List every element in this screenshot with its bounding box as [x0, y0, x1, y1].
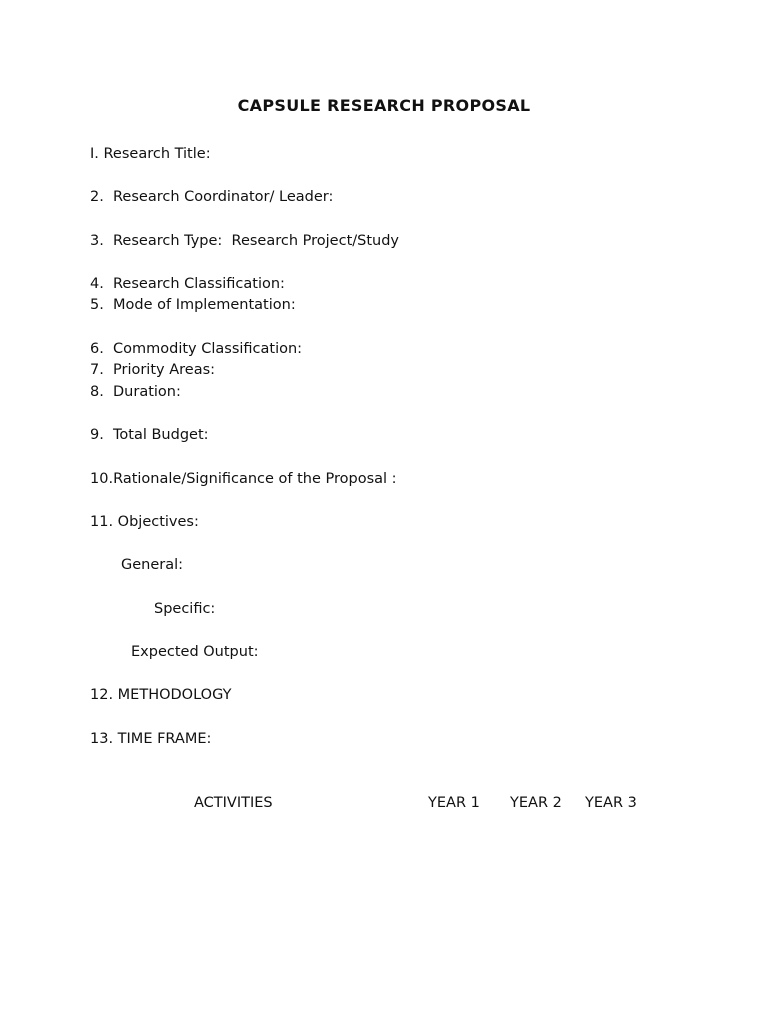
item-number: 7. — [90, 362, 104, 378]
item-number: 2. — [90, 189, 104, 205]
item-number: 5. — [90, 297, 104, 313]
item-label: METHODOLOGY — [117, 687, 232, 703]
item-number: I. — [90, 146, 99, 162]
item-label: Objectives: — [117, 514, 199, 530]
item-number: 3. — [90, 233, 104, 249]
item-research-title — [90, 146, 211, 162]
item-label: Total Budget: — [113, 427, 209, 443]
item-label: Duration: — [113, 384, 181, 400]
document-title: CAPSULE RESEARCH PROPOSAL — [237, 96, 531, 115]
item-priority-areas — [90, 362, 215, 378]
item-number: 13. — [90, 731, 114, 747]
time-frame-header-activities: ACTIVITIES — [194, 795, 273, 811]
item-label: Research Type: Research Project/Study — [113, 233, 400, 249]
item-label: Research Classification: — [113, 276, 285, 292]
item-number: 6. — [90, 341, 104, 357]
item-label: Research Title: — [103, 146, 211, 162]
item-objectives — [90, 514, 199, 530]
item-research-classification — [90, 276, 285, 292]
item-number: 4. — [90, 276, 104, 292]
item-methodology — [90, 687, 231, 703]
item-number: 11. — [90, 514, 114, 530]
item-mode-of-implementation — [90, 297, 296, 313]
item-number: 8. — [90, 384, 104, 400]
item-research-type — [90, 233, 399, 249]
item-number: 10. — [90, 471, 114, 487]
item-label: TIME FRAME: — [117, 731, 212, 747]
item-time-frame — [90, 731, 211, 747]
item-commodity-classification — [90, 341, 302, 357]
item-label: Mode of Implementation: — [113, 297, 296, 313]
time-frame-header-year-3: YEAR 3 — [585, 795, 637, 811]
objectives-general: General: — [121, 557, 184, 573]
item-label: Rationale/Significance of the Proposal : — [113, 471, 397, 487]
item-rationale — [90, 471, 397, 487]
item-research-coordinator — [90, 189, 333, 205]
time-frame-header-year-1: YEAR 1 — [428, 795, 480, 811]
item-label: Commodity Classification: — [113, 341, 303, 357]
objectives-specific: Specific: — [154, 601, 216, 617]
item-label: Research Coordinator/ Leader: — [113, 189, 334, 205]
item-number: 12. — [90, 687, 114, 703]
item-number: 9. — [90, 427, 104, 443]
objectives-expected-output: Expected Output: — [131, 644, 259, 660]
time-frame-header-year-2: YEAR 2 — [510, 795, 562, 811]
item-duration — [90, 384, 181, 400]
item-total-budget — [90, 427, 209, 443]
item-label: Priority Areas: — [113, 362, 216, 378]
